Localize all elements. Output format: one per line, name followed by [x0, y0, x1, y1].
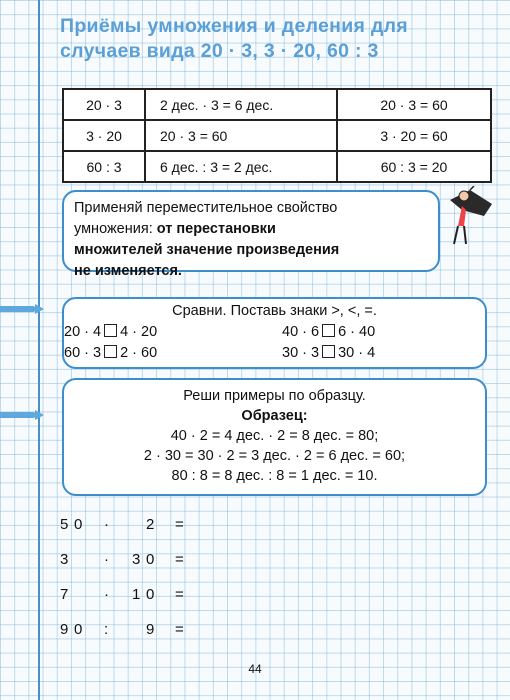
- rule-box: [62, 190, 440, 279]
- table-cell: 6 дес. : 3 = 2 дес.: [145, 151, 337, 182]
- table-cell: 2 дес. · 3 = 6 дес.: [145, 89, 337, 120]
- page-number: 44: [248, 662, 262, 676]
- compare-left: 30 · 3: [282, 345, 320, 361]
- task-cell: 0: [146, 551, 155, 568]
- rule-line-4-text: не изменяется.: [74, 263, 182, 279]
- task-cell: =: [175, 586, 184, 603]
- solve-box: [62, 378, 487, 496]
- table-cell: 3 · 20 = 60: [337, 120, 491, 151]
- rule-line-3-text: множителей значение произведения: [74, 242, 340, 258]
- solve-title: Реши примеры по образцу.: [183, 388, 366, 404]
- compare-title: Сравни. Поставь знаки >, <, =.: [172, 303, 377, 319]
- table-cell: 3 · 20: [63, 120, 145, 151]
- task-cell: ·: [104, 586, 109, 603]
- compare-item: [282, 345, 375, 361]
- rule-line-2-normal: умножения:: [74, 221, 157, 237]
- compare-item: [282, 324, 375, 340]
- table-cell: 20 · 3 = 60: [337, 89, 491, 120]
- task-cell: 0: [74, 516, 83, 533]
- sample-line: 40 · 2 = 4 дес. · 2 = 8 дес. = 80;: [170, 428, 379, 444]
- table-cell: 60 : 3 = 20: [337, 151, 491, 182]
- answer-box[interactable]: [104, 345, 117, 358]
- title-line-1: Приёмы умножения и деления для: [60, 15, 408, 37]
- task-cell: 0: [146, 586, 155, 603]
- sample-label: Образец:: [241, 408, 308, 424]
- task-cell: 3: [60, 551, 69, 568]
- task-cell: =: [175, 621, 184, 638]
- margin-line: [38, 0, 40, 700]
- compare-right: 4 · 20: [120, 324, 158, 340]
- task-cell: :: [104, 621, 109, 638]
- task-cell: 9: [146, 621, 155, 638]
- page-title: [60, 14, 500, 64]
- compare-left: 60 · 3: [64, 345, 102, 361]
- table-cell: 60 : 3: [63, 151, 145, 182]
- margin-arrow-icon: [0, 412, 36, 418]
- rule-line-2-bold: от перестановки: [156, 221, 276, 237]
- task-cell: 3: [132, 551, 141, 568]
- task-cell: 0: [74, 621, 83, 638]
- compare-item: [64, 324, 157, 340]
- table-row: [63, 120, 491, 151]
- margin-arrow-icon: [0, 306, 36, 312]
- examples-table: [62, 88, 492, 183]
- compare-left: 40 · 6: [282, 324, 320, 340]
- task-cell: =: [175, 516, 184, 533]
- table-cell: 20 · 3 = 60: [145, 120, 337, 151]
- compare-right: 30 · 4: [338, 345, 376, 361]
- sample-line: 80 : 8 = 8 дес. : 8 = 1 дес. = 10.: [171, 468, 378, 484]
- answer-box[interactable]: [104, 324, 117, 337]
- compare-left: 20 · 4: [64, 324, 102, 340]
- task-cell: 2: [146, 516, 155, 533]
- character-illustration-icon: [440, 186, 494, 246]
- table-row: [63, 89, 491, 120]
- rule-line-2: [74, 219, 428, 240]
- rule-line-1: Применяй переместительное свойство: [74, 200, 338, 216]
- task-cell: 1: [132, 586, 141, 603]
- compare-item: [64, 345, 157, 361]
- answer-box[interactable]: [322, 324, 335, 337]
- answer-box[interactable]: [322, 345, 335, 358]
- title-line-2: случаев вида 20 · 3, 3 · 20, 60 : 3: [60, 40, 379, 62]
- table-cell: 20 · 3: [63, 89, 145, 120]
- rule-line-4: [74, 261, 428, 282]
- table-row: [63, 151, 491, 182]
- task-cell: ·: [104, 551, 109, 568]
- task-cell: ·: [104, 516, 109, 533]
- compare-box: [62, 297, 487, 369]
- task-cell: 7: [60, 586, 69, 603]
- task-cell: 9: [60, 621, 69, 638]
- compare-right: 6 · 40: [338, 324, 376, 340]
- compare-right: 2 · 60: [120, 345, 158, 361]
- rule-line-3: [74, 240, 428, 261]
- sample-line: 2 · 30 = 30 · 2 = 3 дес. · 2 = 6 дес. = 60;: [143, 448, 406, 464]
- task-cell: =: [175, 551, 184, 568]
- task-cell: 5: [60, 516, 69, 533]
